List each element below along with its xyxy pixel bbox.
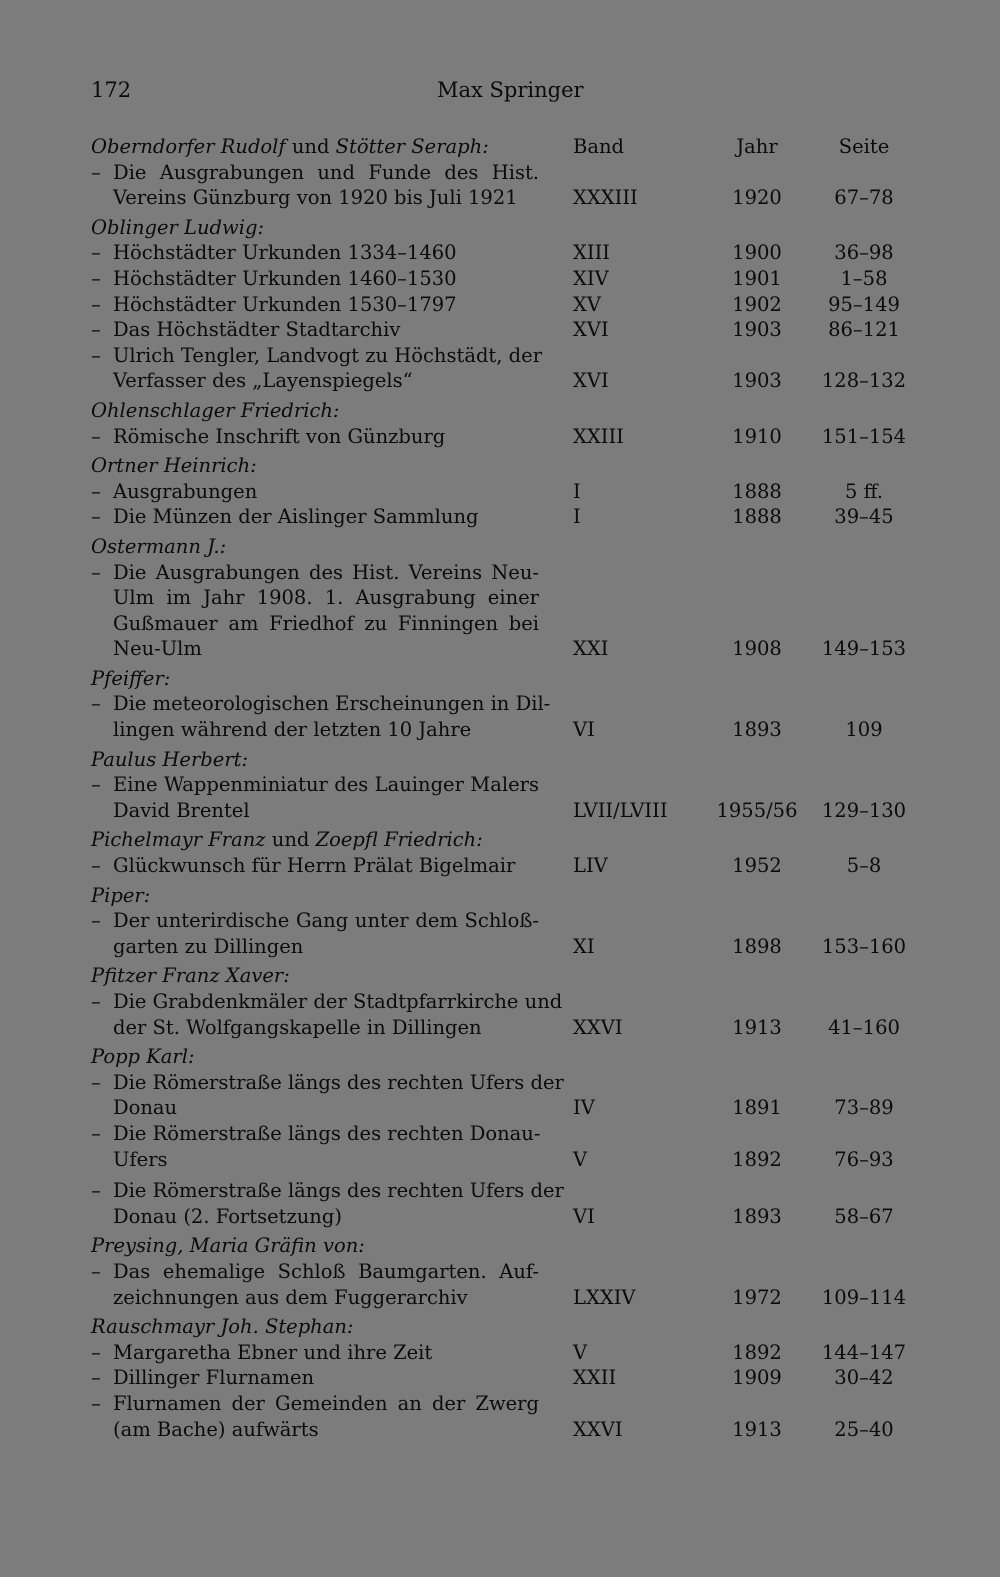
entry-title-line [91,1259,539,1285]
entry-title-line [91,424,539,450]
entry-title-text: Die Münzen der Aislinger Sammlung [113,505,479,529]
list-dash: – [91,692,101,716]
entry-seite: 95–149 [828,292,900,316]
entry-title [91,1070,564,1121]
entry-title-line [91,1070,564,1096]
entry-title-text: Das Höchstädter Stadtarchiv [113,318,401,342]
entry-title-text: lingen während der letzten 10 Jahre [113,718,472,742]
entry-title-text: David Brentel [113,798,250,822]
entry-title-text: Eine Wappenminiatur des Lauinger Malers [113,773,539,797]
entry-title-text: Gußmauer am Friedhof zu Finningen bei [113,611,539,635]
entry-title-line [91,1391,539,1417]
index-entry [91,266,911,292]
index-entry [91,504,911,530]
entry-title-text: Der unterirdische Gang unter dem Schloß- [113,909,539,933]
author-name-part: Rauschmayr Joh. Stephan: [91,1315,354,1339]
index-entry [91,560,911,662]
entry-title [91,1391,539,1442]
entry-title [91,160,539,211]
entry-title-text: Die Römerstraße längs des rechten Donau- [113,1121,541,1145]
author-name-part: Pfitzer Franz Xaver: [91,964,290,988]
page-number: 172 [91,78,132,102]
entry-seite: 41–160 [828,1015,900,1039]
entry-title-line [91,1147,539,1173]
entry-seite: 144–147 [821,1340,907,1364]
list-dash: – [91,1259,101,1283]
entry-title-text: Die Ausgrabungen des Hist. Vereins Neu- [113,560,539,584]
entry-seite: 5–8 [846,854,882,878]
entry-title-text: Verfasser des „Layenspiegels“ [113,369,413,393]
entry-title-line [91,1095,539,1121]
index-entry [91,1340,911,1366]
author-heading [91,883,911,909]
author-heading [91,215,911,241]
entry-jahr: 1972 [732,1285,782,1309]
entry-title-line [91,636,539,662]
entry-seite: 5 ff. [845,479,883,503]
index-entry [91,292,911,318]
entry-seite: 109–114 [821,1285,907,1309]
index-entry [91,989,911,1040]
list-dash: – [91,292,101,316]
entry-band: I [573,505,581,529]
entry-seite: 149–153 [821,637,907,661]
author-name-part: Ohlenschlager Friedrich: [91,398,340,422]
entry-seite: 30–42 [834,1366,894,1390]
entry-jahr: 1913 [732,1015,782,1039]
entry-title [91,1121,539,1172]
entry-title-text: garten zu Dillingen [113,934,304,958]
entry-title-text: Ufers [113,1147,168,1171]
entry-jahr: 1900 [732,241,782,265]
entry-title-line [91,934,539,960]
entry-title-text: Die Römerstraße längs des rechten Ufers der [113,1070,564,1094]
entry-seite: 1–58 [840,266,888,290]
entry-band: XXIII [573,424,624,448]
entry-title [91,240,539,266]
entry-jahr: 1898 [732,934,782,958]
entry-title-text: Römische Inschrift von Günzburg [113,424,446,448]
entry-seite: 109 [845,718,883,742]
author-name [91,1314,539,1340]
author-name-part: und [265,828,316,852]
entry-title-line [91,908,539,934]
entry-title [91,1178,564,1229]
author-name [91,1044,539,1070]
author-name-line [91,1044,539,1070]
entry-title-line [91,1340,539,1366]
entry-title-line [91,1015,539,1041]
entry-title-line [91,1178,564,1204]
list-dash: – [91,505,101,529]
entry-title-line [91,772,539,798]
index-entry [91,1259,911,1310]
author-name-part: Zoepfl Friedrich: [315,828,483,852]
entry-title-line [91,266,539,292]
entry-jahr: 1893 [732,1204,782,1228]
entry-title [91,479,539,505]
entry-title-text: Die Ausgrabungen und Funde des Hist. [113,160,539,184]
list-dash: – [91,1391,101,1415]
entry-jahr: 1892 [732,1147,782,1171]
author-name-part: Pfeiffer: [91,666,171,690]
list-dash: – [91,241,101,265]
entry-title-text: Ulm im Jahr 1908. 1. Ausgrabung einer [113,586,539,610]
list-dash: – [91,343,101,367]
entry-title [91,853,539,879]
entry-seite: 36–98 [834,241,894,265]
entry-title-text: Neu-Ulm [113,637,202,661]
entry-title-text: Vereins Günzburg von 1920 bis Juli 1921 [113,186,518,210]
entry-title-text: Die meteorologischen Erscheinungen in Dil- [113,692,551,716]
entry-title-line [91,504,539,530]
author-heading [91,1233,911,1259]
entry-title [91,1340,539,1366]
index-entry [91,1121,911,1172]
bibliography-index [91,134,911,1442]
entry-band: I [573,479,581,503]
author-name [91,134,539,160]
entry-title-text: Margaretha Ebner und ihre Zeit [113,1340,433,1364]
entry-seite: 151–154 [821,424,907,448]
author-name-part: und [285,135,336,158]
list-dash: – [91,479,101,503]
author-name-part: Oberndorfer Rudolf [91,135,286,158]
entry-title [91,317,539,343]
index-entry [91,1070,911,1121]
column-header-band: Band [573,135,624,158]
entry-title-text: Dillinger Flurnamen [113,1366,315,1390]
list-dash: – [91,990,101,1013]
entry-jahr: 1920 [732,186,782,210]
author-name-line [91,1233,539,1259]
entry-title-text: Ausgrabungen [113,479,258,503]
entry-title [91,1365,539,1391]
entry-title-text: zeichnungen aus dem Fuggerarchiv [113,1285,468,1309]
author-name-part: Paulus Herbert: [91,747,249,771]
author-name [91,534,539,560]
entry-jahr: 1955/56 [716,798,798,822]
entry-seite: 73–89 [834,1096,894,1120]
author-name-line [91,398,539,424]
entry-jahr: 1903 [732,318,782,342]
index-entry [91,424,911,450]
entry-band: XXXIII [573,186,638,210]
entry-band: XIV [573,266,609,290]
author-name [91,1233,539,1259]
list-dash: – [91,560,101,584]
author-name [91,827,539,853]
index-entry [91,1391,911,1442]
entry-title-line [91,343,543,369]
author-name-part: Popp Karl: [91,1045,195,1069]
entry-band: XV [573,292,601,316]
entry-title-line [91,1121,539,1147]
entry-band: V [573,1147,588,1171]
entry-title [91,772,539,823]
entry-band: V [573,1340,588,1364]
list-dash: – [91,1121,101,1145]
entry-band: XVI [573,369,609,393]
entry-jahr: 1901 [732,266,782,290]
author-name [91,215,539,241]
list-dash: – [91,1340,101,1364]
entry-title-line [91,1204,539,1230]
entry-band: XXVI [573,1015,623,1039]
entry-title-text: Höchstädter Urkunden 1334–1460 [113,241,457,265]
entry-title-line [91,1417,539,1443]
author-heading [91,453,911,479]
entry-band: XXVI [573,1417,623,1441]
entry-title-line [91,989,563,1015]
index-entry [91,317,911,343]
entry-title-text: der St. Wolfgangskapelle in Dillingen [113,1015,482,1039]
author-name-line [91,215,539,241]
author-name-line [91,534,539,560]
entry-title [91,560,539,662]
author-heading [91,1314,911,1340]
index-entry [91,343,911,394]
list-dash: – [91,266,101,290]
entry-title-line [91,317,539,343]
index-entry [91,853,911,879]
author-heading [91,666,911,692]
author-name-part: Piper: [91,883,151,907]
index-entry [91,691,911,742]
entry-jahr: 1908 [732,637,782,661]
author-heading [91,963,911,989]
author-name-line [91,963,539,989]
entry-title-text: Höchstädter Urkunden 1460–1530 [113,266,457,290]
entry-title-line [91,479,539,505]
entry-title-line [91,585,539,611]
author-name-part: Pichelmayr Franz [91,828,266,852]
author-name-line [91,747,539,773]
index-entry [91,908,911,959]
entry-jahr: 1892 [732,1340,782,1364]
author-name [91,666,539,692]
entry-jahr: 1909 [732,1366,782,1390]
index-entry [91,1178,911,1229]
page-header [91,78,911,108]
entry-title-line [91,160,539,186]
author-name-part: Preysing, Maria Gräfin von: [91,1234,365,1258]
entry-title-line [91,853,539,879]
entry-jahr: 1903 [732,369,782,393]
list-dash: – [91,773,101,797]
entry-title-text: Das ehemalige Schloß Baumgarten. Auf- [113,1259,539,1283]
entry-band: XXII [573,1366,617,1390]
entry-jahr: 1913 [732,1417,782,1441]
entry-band: LIV [573,854,608,878]
entry-title-line [91,611,539,637]
author-heading [91,534,911,560]
index-entry [91,479,911,505]
entry-title [91,989,563,1040]
list-dash: – [91,1070,101,1094]
entry-title [91,1259,539,1310]
entry-seite: 58–67 [834,1204,894,1228]
author-name-line [91,453,539,479]
entry-jahr: 1952 [732,854,782,878]
entry-title [91,343,543,394]
author-name-line [91,883,539,909]
running-title: Max Springer [437,78,584,102]
entry-band: XIII [573,241,610,265]
entry-title-line [91,240,539,266]
author-name-part: Ortner Heinrich: [91,454,257,478]
author-heading [91,398,911,424]
entry-title [91,292,539,318]
entry-seite: 86–121 [828,318,900,342]
entry-jahr: 1893 [732,718,782,742]
entry-title-text: Flurnamen der Gemeinden an der Zwerg [113,1391,539,1415]
entry-band: XI [573,934,595,958]
author-name-line [91,1314,539,1340]
entry-title-text: Höchstädter Urkunden 1530–1797 [113,292,457,316]
entry-jahr: 1902 [732,292,782,316]
author-heading [91,1044,911,1070]
author-name-part: Oblinger Ludwig: [91,215,265,239]
entry-title-line [91,292,539,318]
entry-band: VI [573,718,595,742]
entry-title-text: Die Römerstraße längs des rechten Ufers der [113,1179,564,1203]
entry-band: LXXIV [573,1285,636,1309]
entry-jahr: 1888 [732,505,782,529]
entry-seite: 67–78 [834,186,894,210]
list-dash: – [91,854,101,878]
entry-title-line [91,1365,539,1391]
entry-title-text: Donau (2. Fortsetzung) [113,1204,342,1228]
entry-seite: 76–93 [834,1147,894,1171]
entry-band: VI [573,1204,595,1228]
entry-jahr: 1910 [732,424,782,448]
entry-title-line [91,691,551,717]
entry-seite: 129–130 [821,798,907,822]
list-dash: – [91,424,101,448]
entry-title-line [91,798,539,824]
entry-title-line [91,1285,539,1311]
author-name-line [91,134,539,160]
author-name [91,963,539,989]
list-dash: – [91,1179,101,1203]
entry-title-line [91,185,539,211]
entry-seite: 25–40 [834,1417,894,1441]
entry-title [91,504,539,530]
entry-title-text: Donau [113,1096,178,1120]
entry-title [91,424,539,450]
index-entry [91,240,911,266]
entry-band: IV [573,1096,595,1120]
entry-title [91,691,551,742]
author-name [91,883,539,909]
entry-title-text: Ulrich Tengler, Landvogt zu Höchstädt, der [113,343,543,367]
list-dash: – [91,909,101,933]
entry-band: XVI [573,318,609,342]
author-name-line [91,666,539,692]
column-header-jahr: Jahr [736,135,778,158]
index-entry [91,1365,911,1391]
author-heading [91,134,911,160]
entry-title [91,908,539,959]
entry-title-line [91,368,539,394]
list-dash: – [91,160,101,184]
entry-seite: 39–45 [834,505,894,529]
entry-jahr: 1891 [732,1096,782,1120]
list-dash: – [91,1366,101,1390]
list-dash: – [91,318,101,342]
entry-title-text: Glückwunsch für Herrn Prälat Bigelmair [113,854,516,878]
author-name-part: Ostermann J.: [91,534,227,558]
author-name-part: Stötter Seraph: [335,135,489,158]
entry-title-line [91,717,539,743]
entry-band: XXI [573,637,609,661]
author-name [91,747,539,773]
entry-title-text: Die Grabdenkmäler der Stadtpfarrkirche und [113,990,563,1013]
index-entry [91,772,911,823]
entry-title [91,266,539,292]
entry-seite: 128–132 [821,369,907,393]
entry-title-text: (am Bache) aufwärts [113,1417,319,1441]
entry-jahr: 1888 [732,479,782,503]
entry-band: LVII/LVIII [573,798,668,822]
column-header-seite: Seite [838,135,890,158]
entry-title-line [91,560,539,586]
author-name-line [91,827,539,853]
author-heading [91,827,911,853]
index-entry [91,160,911,211]
author-name [91,398,539,424]
author-name [91,453,539,479]
entry-seite: 153–160 [821,934,907,958]
author-heading [91,747,911,773]
